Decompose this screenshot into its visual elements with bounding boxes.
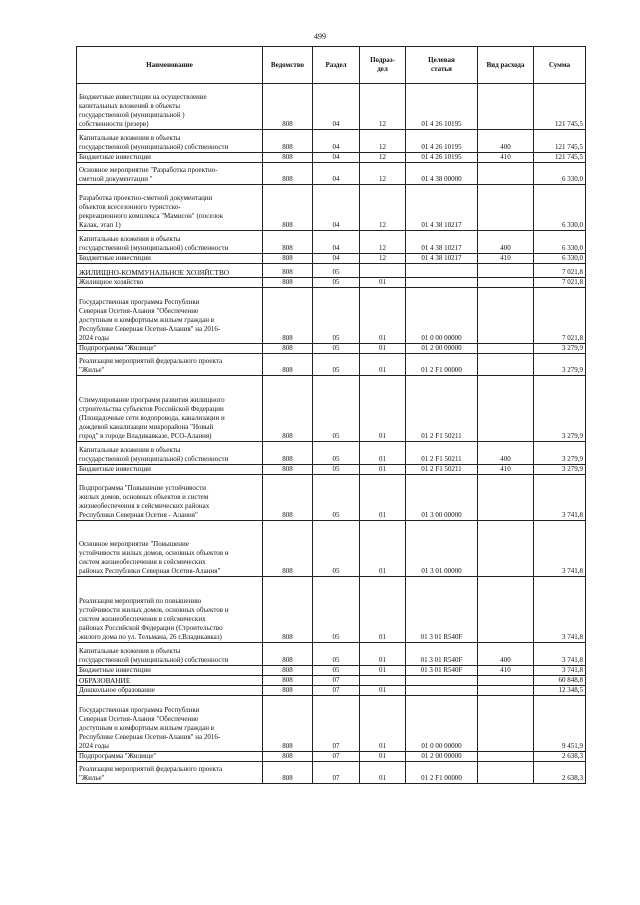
row-vid-rashoda	[478, 762, 534, 784]
row-summa: 121 745,5	[534, 130, 586, 153]
row-summa: 2 638,3	[534, 762, 586, 784]
row-razdel: 04	[313, 231, 360, 254]
row-vedomstvo: 808	[263, 686, 313, 696]
row-summa: 6 330,0	[534, 185, 586, 231]
row-vid-rashoda	[478, 84, 534, 130]
row-vid-rashoda: 410	[478, 465, 534, 475]
row-razdel: 05	[313, 475, 360, 521]
row-summa: 3 279,9	[534, 344, 586, 354]
row-razdel: 05	[313, 666, 360, 676]
row-statya	[406, 278, 478, 288]
row-razdel: 07	[313, 676, 360, 686]
row-razdel: 05	[313, 442, 360, 465]
row-vedomstvo: 808	[263, 643, 313, 666]
row-vedomstvo: 808	[263, 130, 313, 153]
row-name: Дошкольное образование	[77, 686, 263, 696]
row-statya: 01 2 F1 00000	[406, 762, 478, 784]
row-vedomstvo: 808	[263, 344, 313, 354]
row-podrazdel	[360, 264, 406, 278]
row-vid-rashoda	[478, 278, 534, 288]
row-vedomstvo: 808	[263, 696, 313, 752]
row-razdel: 05	[313, 577, 360, 643]
row-podrazdel: 12	[360, 254, 406, 264]
row-vedomstvo: 808	[263, 288, 313, 344]
row-vedomstvo: 808	[263, 666, 313, 676]
row-statya: 01 3 00 00000	[406, 475, 478, 521]
row-summa: 3 279,9	[534, 465, 586, 475]
row-razdel: 05	[313, 278, 360, 288]
row-vedomstvo: 808	[263, 163, 313, 185]
row-name: Разработка проектно-сметной документации объектов всесезонного туристско- рекреационного комплекса "Мамисон" (поселок Калак, этап 1)	[77, 185, 263, 231]
row-statya	[406, 676, 478, 686]
row-name: Бюджетные инвестиции	[77, 666, 263, 676]
table-row	[77, 696, 586, 752]
row-podrazdel: 01	[360, 752, 406, 762]
header-razdel: Раздел	[313, 47, 360, 84]
table-row	[77, 442, 586, 465]
row-name: Государственная программа Республики Северная Осетия-Алания "Обеспечение доступным и комфортным жильем граждан в Республике Северная Осетия-Алания" на 2016- 2024 годы	[77, 696, 263, 752]
row-vid-rashoda: 400	[478, 130, 534, 153]
row-razdel: 04	[313, 254, 360, 264]
row-summa: 3 741,8	[534, 577, 586, 643]
row-statya: 01 3 01 R540F	[406, 577, 478, 643]
row-razdel: 04	[313, 153, 360, 163]
row-vid-rashoda	[478, 354, 534, 376]
row-name: Капитальные вложения в объекты государственной (муниципальной) собственности	[77, 643, 263, 666]
row-summa: 121 745,5	[534, 84, 586, 130]
row-summa: 7 021,8	[534, 264, 586, 278]
row-razdel: 07	[313, 762, 360, 784]
row-statya: 01 4 38 10217	[406, 185, 478, 231]
row-vid-rashoda	[478, 752, 534, 762]
row-razdel: 05	[313, 264, 360, 278]
row-podrazdel: 01	[360, 344, 406, 354]
row-podrazdel: 12	[360, 231, 406, 254]
row-podrazdel: 12	[360, 185, 406, 231]
row-razdel: 05	[313, 643, 360, 666]
row-vid-rashoda	[478, 475, 534, 521]
row-vid-rashoda	[478, 344, 534, 354]
table-row	[77, 465, 586, 475]
table-row	[77, 278, 586, 288]
row-name: Государственная программа Республики Северная Осетия-Алания "Обеспечение доступным и комфортным жильем граждан в Республике Северная Осетия-Алания" на 2016- 2024 годы	[77, 288, 263, 344]
row-razdel: 07	[313, 686, 360, 696]
row-summa: 12 348,5	[534, 686, 586, 696]
row-vid-rashoda	[478, 163, 534, 185]
table-header-row	[77, 47, 586, 84]
table-row	[77, 762, 586, 784]
row-name: Подпрограмма "Повышение устойчивости жилых домов, основных объектов и систем жизнеобеспечения в сейсмических районах Республики Северная Осетия - Алания"	[77, 475, 263, 521]
row-statya: 01 4 38 00000	[406, 163, 478, 185]
row-podrazdel: 01	[360, 686, 406, 696]
row-name: Стимулирование программ развития жилищного строительства субъектов Российской Федерации (Площадочные сети водопровода, канализации и дождевой канализации микрорайона "Новый город" в городе Владикавказе, РСО-Алания)	[77, 376, 263, 442]
row-podrazdel: 12	[360, 84, 406, 130]
header-name: Наименование	[77, 47, 263, 84]
row-razdel: 05	[313, 376, 360, 442]
row-statya: 01 2 00 00000	[406, 752, 478, 762]
row-summa: 3 279,9	[534, 442, 586, 465]
row-vedomstvo: 808	[263, 442, 313, 465]
row-razdel: 07	[313, 696, 360, 752]
row-vedomstvo: 808	[263, 521, 313, 577]
table-row	[77, 676, 586, 686]
row-razdel: 04	[313, 163, 360, 185]
table-row	[77, 752, 586, 762]
row-razdel: 05	[313, 521, 360, 577]
row-name: Реализация мероприятий федерального проекта "Жилье"	[77, 762, 263, 784]
row-vedomstvo: 808	[263, 465, 313, 475]
row-name: Основное мероприятие "Разработка проектно- сметной документации "	[77, 163, 263, 185]
row-statya: 01 2 F1 00000	[406, 354, 478, 376]
row-summa: 6 330,0	[534, 163, 586, 185]
header-vid-rashoda: Вид расхода	[478, 47, 534, 84]
row-podrazdel	[360, 676, 406, 686]
row-statya: 01 4 26 10195	[406, 130, 478, 153]
row-statya: 01 2 F1 50211	[406, 376, 478, 442]
row-vid-rashoda: 400	[478, 231, 534, 254]
row-podrazdel: 12	[360, 130, 406, 153]
row-vid-rashoda	[478, 521, 534, 577]
row-name: Капитальные вложения в объекты государственной (муниципальной) собственности	[77, 130, 263, 153]
row-name: Реализация мероприятий федерального проекта "Жилье"	[77, 354, 263, 376]
row-vid-rashoda	[478, 288, 534, 344]
row-razdel: 04	[313, 130, 360, 153]
row-name: Капитальные вложения в объекты государственной (муниципальной) собственности	[77, 442, 263, 465]
row-razdel: 05	[313, 354, 360, 376]
row-vid-rashoda: 410	[478, 666, 534, 676]
row-vedomstvo: 808	[263, 475, 313, 521]
table-row	[77, 475, 586, 521]
table-row	[77, 163, 586, 185]
row-razdel: 04	[313, 185, 360, 231]
row-vedomstvo: 808	[263, 752, 313, 762]
row-podrazdel: 01	[360, 442, 406, 465]
row-vid-rashoda: 400	[478, 643, 534, 666]
table-row	[77, 344, 586, 354]
table-row	[77, 376, 586, 442]
row-vid-rashoda: 400	[478, 442, 534, 465]
row-vedomstvo: 808	[263, 185, 313, 231]
table-row	[77, 153, 586, 163]
row-podrazdel: 01	[360, 643, 406, 666]
row-razdel: 05	[313, 465, 360, 475]
row-name: ЖИЛИЩНО-КОММУНАЛЬНОЕ ХОЗЯЙСТВО	[77, 264, 263, 278]
page-number: 499	[314, 32, 326, 41]
table-row	[77, 130, 586, 153]
row-statya: 01 2 F1 50211	[406, 465, 478, 475]
row-summa: 6 330,0	[534, 254, 586, 264]
row-statya: 01 3 01 00000	[406, 521, 478, 577]
row-podrazdel: 01	[360, 465, 406, 475]
row-vedomstvo: 808	[263, 278, 313, 288]
row-podrazdel: 01	[360, 288, 406, 344]
row-summa: 3 741,8	[534, 521, 586, 577]
row-podrazdel: 01	[360, 521, 406, 577]
row-vedomstvo: 808	[263, 231, 313, 254]
table-row	[77, 84, 586, 130]
row-statya: 01 2 00 00000	[406, 344, 478, 354]
row-summa: 60 848,8	[534, 676, 586, 686]
row-statya: 01 2 F1 50211	[406, 442, 478, 465]
row-vid-rashoda	[478, 676, 534, 686]
row-name: Бюджетные инвестиции	[77, 254, 263, 264]
row-podrazdel: 01	[360, 376, 406, 442]
row-statya: 01 0 00 00000	[406, 288, 478, 344]
table-row	[77, 521, 586, 577]
row-summa: 9 451,9	[534, 696, 586, 752]
budget-table	[76, 46, 586, 784]
row-podrazdel: 12	[360, 153, 406, 163]
row-vedomstvo: 808	[263, 84, 313, 130]
row-name: Жилищное хозяйство	[77, 278, 263, 288]
row-razdel: 07	[313, 752, 360, 762]
row-podrazdel: 01	[360, 475, 406, 521]
row-statya: 01 3 01 R540F	[406, 666, 478, 676]
row-vedomstvo: 808	[263, 762, 313, 784]
row-podrazdel: 12	[360, 163, 406, 185]
row-razdel: 05	[313, 344, 360, 354]
row-razdel: 05	[313, 288, 360, 344]
row-name: Бюджетные инвестиции	[77, 153, 263, 163]
row-podrazdel: 01	[360, 278, 406, 288]
row-name: Бюджетные инвестиции	[77, 465, 263, 475]
row-name: Основное мероприятие "Повышение устойчивости жилых домов, основных объектов и систем жизнеобеспечения в сейсмических районах Республики Северная Осетия-Алания"	[77, 521, 263, 577]
row-summa: 3 279,9	[534, 376, 586, 442]
row-vedomstvo: 808	[263, 376, 313, 442]
row-vedomstvo: 808	[263, 676, 313, 686]
row-name: ОБРАЗОВАНИЕ	[77, 676, 263, 686]
table-row	[77, 254, 586, 264]
row-podrazdel: 01	[360, 577, 406, 643]
row-summa: 3 741,8	[534, 666, 586, 676]
table-body	[77, 84, 586, 784]
row-vedomstvo: 808	[263, 354, 313, 376]
row-summa: 121 745,5	[534, 153, 586, 163]
row-name: Подпрограмма "Жилище"	[77, 752, 263, 762]
header-summa: Сумма	[534, 47, 586, 84]
row-summa: 6 330,0	[534, 231, 586, 254]
row-name: Реализация мероприятий по повышению устойчивости жилых домов, основных объектов и систем жизнеобеспечения в сейсмических районах Российской Федерации (Строительство жилого дома по ул. Тельмана, 26 г.Владикавказ)	[77, 577, 263, 643]
row-statya: 01 4 38 10217	[406, 254, 478, 264]
row-statya: 01 3 01 R540F	[406, 643, 478, 666]
row-podrazdel: 01	[360, 354, 406, 376]
row-podrazdel: 01	[360, 666, 406, 676]
table-row	[77, 666, 586, 676]
row-name: Капитальные вложения в объекты государственной (муниципальной) собственности	[77, 231, 263, 254]
row-vid-rashoda: 410	[478, 153, 534, 163]
row-statya	[406, 264, 478, 278]
row-vedomstvo: 808	[263, 577, 313, 643]
row-statya: 01 4 26 10195	[406, 153, 478, 163]
row-statya	[406, 686, 478, 696]
row-podrazdel: 01	[360, 696, 406, 752]
row-summa: 7 021,8	[534, 288, 586, 344]
header-statya: Целевая статья	[406, 47, 478, 84]
header-vedomstvo: Ведомство	[263, 47, 313, 84]
row-vedomstvo: 808	[263, 153, 313, 163]
table-row	[77, 686, 586, 696]
row-podrazdel: 01	[360, 762, 406, 784]
row-vid-rashoda	[478, 376, 534, 442]
table-row	[77, 643, 586, 666]
table-row	[77, 264, 586, 278]
row-statya: 01 0 00 00000	[406, 696, 478, 752]
row-name: Бюджетные инвестиции на осуществление капитальных вложений в объекты государственной (муниципальной ) собственности (резерв)	[77, 84, 263, 130]
row-statya: 01 4 38 10217	[406, 231, 478, 254]
table-row	[77, 354, 586, 376]
row-vedomstvo: 808	[263, 254, 313, 264]
row-vid-rashoda	[478, 686, 534, 696]
row-summa: 3 741,8	[534, 643, 586, 666]
row-vid-rashoda	[478, 185, 534, 231]
table-row	[77, 231, 586, 254]
row-summa: 3 279,9	[534, 354, 586, 376]
row-summa: 3 741,8	[534, 475, 586, 521]
row-vid-rashoda	[478, 264, 534, 278]
row-vedomstvo: 808	[263, 264, 313, 278]
table-row	[77, 577, 586, 643]
table-row	[77, 185, 586, 231]
row-vid-rashoda	[478, 696, 534, 752]
row-summa: 2 638,3	[534, 752, 586, 762]
row-razdel: 04	[313, 84, 360, 130]
row-name: Подпрограмма "Жилище"	[77, 344, 263, 354]
header-podrazdel: Подраз- дел	[360, 47, 406, 84]
row-vid-rashoda: 410	[478, 254, 534, 264]
table-row	[77, 288, 586, 344]
row-vid-rashoda	[478, 577, 534, 643]
row-statya: 01 4 26 10195	[406, 84, 478, 130]
row-summa: 7 021,8	[534, 278, 586, 288]
